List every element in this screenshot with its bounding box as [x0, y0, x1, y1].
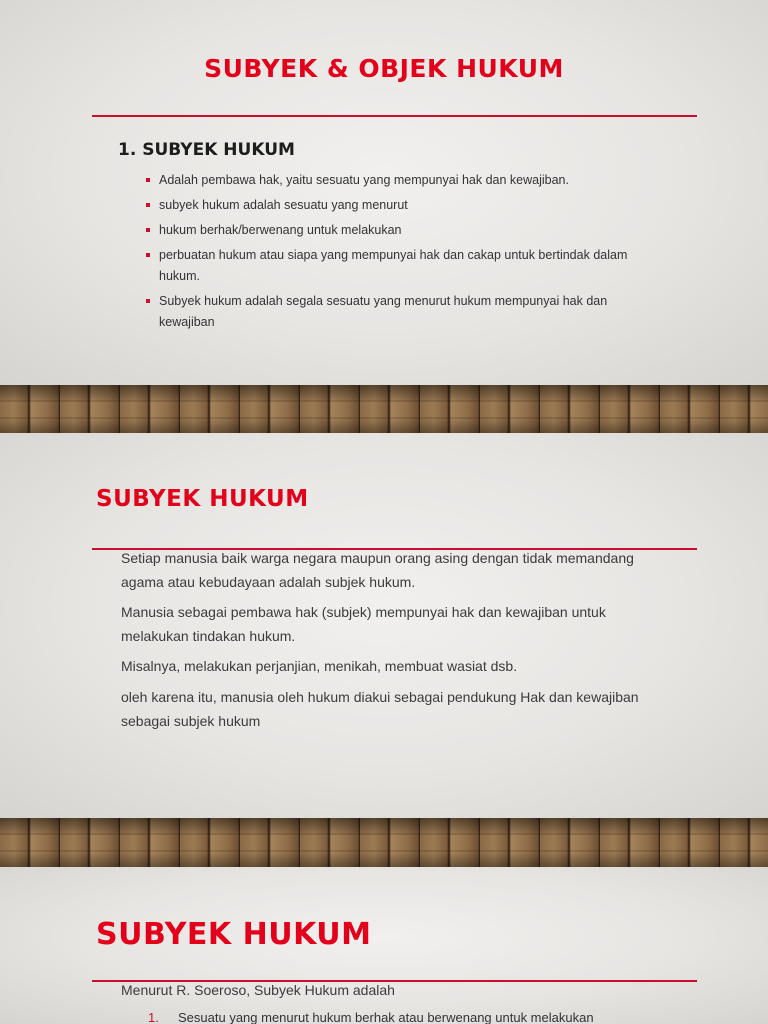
- wood-floor-divider: [0, 818, 768, 867]
- slide-2-paragraph: Manusia sebagai pembawa hak (subjek) mempunyai hak dan kewajiban untuk melakukan tindakan hukum.: [121, 604, 606, 644]
- bullet-icon: [146, 203, 150, 207]
- slide-3-numbered-list: [148, 1008, 668, 1024]
- slide-3-title: SUBYEK HUKUM: [96, 917, 372, 952]
- slide-2: [0, 433, 768, 818]
- slide-3: [0, 867, 768, 1024]
- list-item: [146, 245, 646, 287]
- bullet-icon: [146, 178, 150, 182]
- wood-floor-divider: [0, 385, 768, 433]
- slide-1-divider: [92, 115, 697, 117]
- list-item-text: Adalah pembawa hak, yaitu sesuatu yang mempunyai hak dan kewajiban.: [159, 173, 569, 187]
- slide-1-heading: 1. SUBYEK HUKUM: [118, 140, 295, 160]
- list-item-text: hukum berhak/berwenang untuk melakukan: [159, 223, 402, 237]
- slide-3-intro: Menurut R. Soeroso, Subyek Hukum adalah: [121, 982, 395, 998]
- slide-1-bullet-list: [146, 170, 646, 337]
- list-item: [146, 220, 646, 241]
- list-item-text: Sesuatu yang menurut hukum berhak atau berwenang untuk melakukan: [178, 1010, 594, 1024]
- list-item-text: Subyek hukum adalah segala sesuatu yang menurut hukum mempunyai hak dan kewajiban: [159, 294, 608, 329]
- list-item-text: subyek hukum adalah sesuatu yang menurut: [159, 198, 408, 212]
- slide-1: [0, 0, 768, 385]
- bullet-icon: [146, 228, 150, 232]
- list-item: [146, 170, 646, 191]
- list-item: [146, 291, 646, 333]
- list-item-text: perbuatan hukum atau siapa yang mempunyai hak dan cakap untuk bertindak dalam hukum.: [159, 248, 628, 283]
- slide-1-title: SUBYEK & OBJEK HUKUM: [204, 54, 564, 83]
- slide-2-title: SUBYEK HUKUM: [96, 486, 309, 512]
- bullet-icon: [146, 253, 150, 257]
- list-number: 1.: [148, 1010, 159, 1024]
- list-item: [148, 1008, 668, 1024]
- list-item: [146, 195, 646, 216]
- slide-2-paragraph: Misalnya, melakukan perjanjian, menikah, membuat wasiat dsb.: [121, 658, 518, 674]
- slide-2-paragraph: Setiap manusia baik warga negara maupun orang asing dengan tidak memandang agama atau kebudayaan adalah subjek hukum.: [121, 550, 634, 590]
- slide-2-paragraph: oleh karena itu, manusia oleh hukum diakui sebagai pendukung Hak dan kewajiban sebagai subjek hukum: [121, 689, 639, 729]
- bullet-icon: [146, 299, 150, 303]
